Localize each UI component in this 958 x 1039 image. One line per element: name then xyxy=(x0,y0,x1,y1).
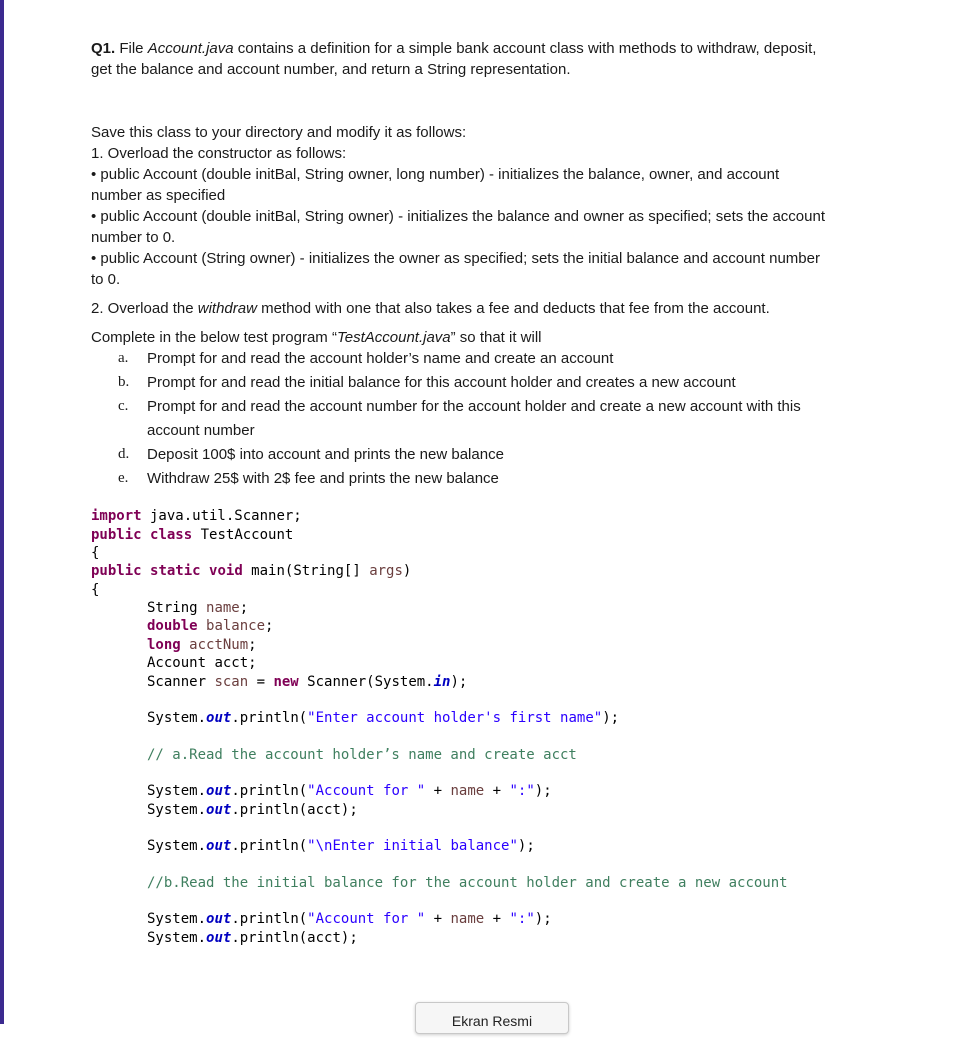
field-in: in xyxy=(433,674,451,690)
semicolon: ; xyxy=(248,637,257,653)
println-call: .println( xyxy=(231,838,308,854)
step-2-text-rest: method with one that also takes a fee and deducts that fee from the account. xyxy=(256,300,770,317)
code-comment-b: //b.Read the initial balance for the account holder and create a new account xyxy=(147,875,788,891)
assign-op: = xyxy=(248,674,274,690)
import-target: java.util.Scanner; xyxy=(141,508,302,524)
plus-op: + xyxy=(425,783,451,799)
close-paren-semicolon: ); xyxy=(517,838,535,854)
code-import-line xyxy=(91,507,302,525)
var-balance: balance xyxy=(206,618,266,634)
test-account-filename: TestAccount.java xyxy=(336,329,451,346)
semicolon: ; xyxy=(248,655,257,671)
task-text: Withdraw 25$ with 2$ fee and prints the new balance xyxy=(147,470,499,487)
keyword-new: new xyxy=(273,674,299,690)
keyword-public: public xyxy=(91,563,142,579)
question-number: Q1. xyxy=(91,40,116,57)
task-marker: c. xyxy=(118,398,129,414)
field-out: out xyxy=(206,710,232,726)
code-println-acct-1 xyxy=(147,801,358,819)
code-decl-scanner xyxy=(147,673,467,691)
keyword-void: void xyxy=(209,563,243,579)
param-args: args xyxy=(369,563,403,579)
keyword-double: double xyxy=(147,618,198,634)
class-name: TestAccount xyxy=(192,527,294,543)
println-acct-call: .println(acct); xyxy=(231,930,358,946)
image-tooltip: Ekran Resmi xyxy=(415,1002,569,1034)
system-class: System. xyxy=(147,838,207,854)
keyword-class: class xyxy=(150,527,193,543)
field-out: out xyxy=(206,783,232,799)
task-text: account number xyxy=(147,422,255,439)
close-paren-semicolon: ); xyxy=(534,783,552,799)
bullet-1-line-2: number as specified xyxy=(91,187,226,204)
plus-op: + xyxy=(484,911,510,927)
code-decl-name xyxy=(147,599,248,617)
step-1: 1. Overload the constructor as follows: xyxy=(91,145,347,162)
code-println-account-for-2 xyxy=(147,910,552,928)
save-instruction: Save this class to your directory and modify it as follows: xyxy=(91,124,467,141)
task-text: Deposit 100$ into account and prints the new balance xyxy=(147,446,504,463)
keyword-public: public xyxy=(91,527,142,543)
semicolon: ; xyxy=(239,600,249,616)
field-out: out xyxy=(206,911,232,927)
question-intro-line-1 xyxy=(91,38,816,59)
close-paren-semicolon: ); xyxy=(602,710,620,726)
string-literal: "Account for " xyxy=(307,911,426,927)
bullet-1-line-1: • public Account (double initBal, String owner, long number) - initializes the balance, owner, and account xyxy=(91,166,780,183)
left-border xyxy=(0,0,4,1024)
system-class: System. xyxy=(147,911,207,927)
code-main-signature xyxy=(91,562,411,580)
keyword-import: import xyxy=(91,508,142,524)
code-println-acct-2 xyxy=(147,929,358,947)
field-out: out xyxy=(206,838,232,854)
system-class: System. xyxy=(147,930,207,946)
type-account: Account xyxy=(147,655,215,671)
close-paren-semicolon: ); xyxy=(450,674,468,690)
main-signature: main(String[] xyxy=(242,563,370,579)
println-call: .println( xyxy=(231,710,308,726)
var-scan: scan xyxy=(214,674,249,690)
code-decl-acct xyxy=(147,654,257,672)
task-marker: b. xyxy=(118,374,130,390)
system-class: System. xyxy=(147,802,207,818)
println-call: .println( xyxy=(231,783,308,799)
bullet-2-line-2: number to 0. xyxy=(91,229,176,246)
question-intro-line-2: get the balance and account number, and return a String representation. xyxy=(91,61,571,78)
withdraw-method-name: withdraw xyxy=(197,300,257,317)
system-class: System. xyxy=(147,783,207,799)
complete-instruction xyxy=(91,327,542,348)
string-literal: "Enter account holder's first name" xyxy=(307,710,603,726)
println-acct-call: .println(acct); xyxy=(231,802,358,818)
code-decl-acctnum xyxy=(147,636,257,654)
keyword-long: long xyxy=(147,637,181,653)
println-call: .println( xyxy=(231,911,308,927)
intro-text-rest: contains a definition for a simple bank account class with methods to withdraw, deposit, xyxy=(233,40,817,57)
scanner-ctor: Scanner(System. xyxy=(298,674,434,690)
code-main-open-brace: { xyxy=(91,582,100,598)
code-println-enter-name xyxy=(147,709,619,727)
field-out: out xyxy=(206,930,232,946)
var-acct: acct xyxy=(214,655,249,671)
plus-op: + xyxy=(425,911,451,927)
semicolon: ; xyxy=(265,618,274,634)
code-class-open-brace: { xyxy=(91,545,100,561)
code-decl-balance xyxy=(147,617,273,635)
intro-text: File xyxy=(115,40,148,57)
code-comment-a: // a.Read the account holder’s name and create acct xyxy=(147,747,577,763)
code-println-account-for-1 xyxy=(147,782,552,800)
type-string: String xyxy=(147,600,207,616)
var-acctnum: acctNum xyxy=(189,637,249,653)
code-class-decl xyxy=(91,526,293,544)
string-literal: "Account for " xyxy=(307,783,426,799)
system-class: System. xyxy=(147,710,207,726)
keyword-static: static xyxy=(150,563,201,579)
complete-text-rest: ” so that it will xyxy=(450,329,542,346)
string-literal: ":" xyxy=(509,783,535,799)
bullet-3-line-2: to 0. xyxy=(91,271,121,288)
account-java-filename: Account.java xyxy=(147,40,234,57)
code-println-initial-balance xyxy=(147,837,535,855)
type-scanner: Scanner xyxy=(147,674,215,690)
var-name: name xyxy=(206,600,240,616)
var-name: name xyxy=(450,783,485,799)
task-text: Prompt for and read the account holder’s name and create an account xyxy=(147,350,614,367)
var-name: name xyxy=(450,911,485,927)
plus-op: + xyxy=(484,783,510,799)
main-close-paren: ) xyxy=(402,563,412,579)
step-2-text: 2. Overload the xyxy=(91,300,198,317)
task-marker: d. xyxy=(118,446,130,462)
task-text: Prompt for and read the account number for the account holder and create a new account with this xyxy=(147,398,801,415)
task-marker: e. xyxy=(118,470,129,486)
string-literal: "\nEnter initial balance" xyxy=(307,838,518,854)
field-out: out xyxy=(206,802,232,818)
task-text: Prompt for and read the initial balance for this account holder and creates a new account xyxy=(147,374,736,391)
close-paren-semicolon: ); xyxy=(534,911,552,927)
step-2 xyxy=(91,298,770,319)
complete-text: Complete in the below test program “ xyxy=(91,329,337,346)
bullet-2-line-1: • public Account (double initBal, String owner) - initializes the balance and owner as specified; sets the account xyxy=(91,208,825,225)
bullet-3-line-1: • public Account (String owner) - initializes the owner as specified; sets the initial balance and account number xyxy=(91,250,820,267)
task-marker: a. xyxy=(118,350,129,366)
string-literal: ":" xyxy=(509,911,535,927)
